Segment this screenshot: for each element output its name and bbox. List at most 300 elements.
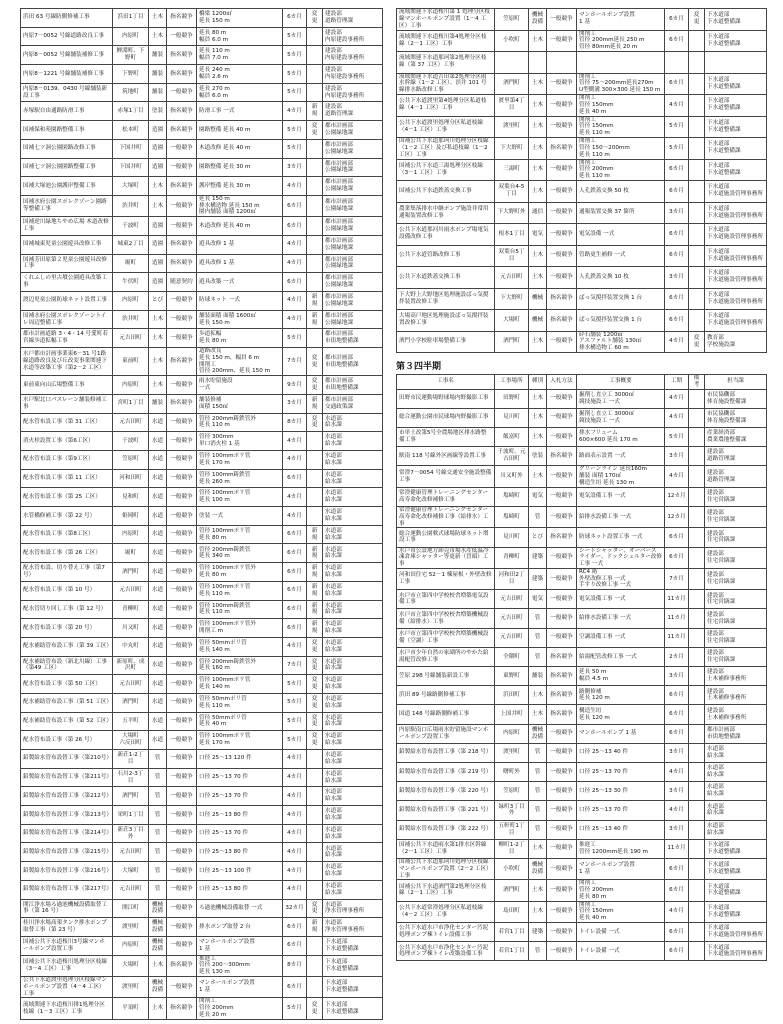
category-cell: 水道 [149, 413, 167, 432]
department-cell: 都市計画部 公園緑地課 [323, 292, 383, 311]
summary-cell: 管径 100mmポリ管 延長 170 m [197, 451, 283, 470]
note-cell [689, 427, 705, 446]
summary-cell: マンホールポンプ設置 1 基 [577, 858, 665, 879]
note-cell [689, 647, 705, 666]
table-row [21, 824, 383, 843]
table-row [21, 976, 383, 997]
work-name-cell: 農業集落排水中継ポンプ施設非常用通報装置改修工事 [397, 202, 495, 224]
work-name-cell: 国補保和苑園路整備工事 [21, 121, 113, 140]
note-cell [307, 843, 323, 862]
summary-cell: 口径 25～13 80 件 [197, 880, 283, 899]
category-cell: 機械 [529, 288, 547, 310]
table-row [21, 65, 383, 84]
table-row [21, 158, 383, 177]
bid-method-cell: 一般競争 [547, 389, 577, 408]
note-cell [689, 901, 705, 922]
category-cell: 水道 [149, 693, 167, 712]
category-cell: 機械設備 [529, 724, 547, 743]
table-row [397, 116, 767, 138]
bid-method-cell: 一般競争 [167, 693, 197, 712]
period-header: 工期 [665, 375, 689, 390]
bid-method-cell: 一般競争 [167, 488, 197, 507]
category-cell: 造園 [149, 235, 167, 254]
period-cell: 4カ月 [283, 488, 307, 507]
category-cell: 舗装 [149, 394, 167, 413]
note-cell [307, 955, 323, 976]
location-cell: 大塚町 [113, 177, 149, 196]
work-name-cell: 国補芳田原第２児童公園遊具改修工事 [21, 254, 113, 273]
note-cell [689, 288, 705, 310]
department-cell: 都市計画部 公園緑地課 [323, 139, 383, 158]
period-cell: 6カ月 [665, 880, 689, 901]
period-cell: 5カ月 [283, 121, 307, 140]
department-cell: 水道部 給水課 [323, 880, 383, 899]
summary-cell: 延長 150 m 排水構造物 延長 150 m 園内舗装 面積 1200㎡ [197, 195, 283, 216]
category-cell: 土木 [529, 30, 547, 52]
category-cell: 土木 [529, 839, 547, 858]
department-cell: 水道部 給水課 [323, 712, 383, 731]
summary-cell: 道路改良 延長 150 m、幅員 6 m 開削工 管径 200mm、延長 150 m [197, 348, 283, 376]
note-cell [307, 177, 323, 196]
location-cell: 酒門町 [113, 693, 149, 712]
category-cell: 土木 [529, 705, 547, 724]
category-cell: 土木 [529, 245, 547, 267]
period-cell: 3カ月 [665, 447, 689, 466]
category-cell: 造園 [149, 217, 167, 236]
location-cell: 松本町 [113, 121, 149, 140]
summary-cell: 口径 25～13 100 件 [197, 862, 283, 881]
work-name-cell: 国補水府公園スポレクゾーン園路等整備工事 [21, 195, 113, 216]
note-cell: 変更 [307, 998, 323, 1019]
work-name-cell: 水戸市少年自然の家副所のやかた給湯配管改修工事 [397, 647, 495, 666]
department-cell: 下水道部 下水道施設管理事務所 [705, 202, 767, 224]
period-cell: 5カ月 [283, 693, 307, 712]
bid-method-cell: 一般競争 [167, 544, 197, 563]
summary-cell: 人孔鉄蓋交換 10 枚 [577, 267, 665, 289]
note-cell [307, 936, 323, 955]
location-cell: 塩崎町 [495, 487, 529, 506]
summary-cell: 木道改修 延長 40 m [197, 217, 283, 236]
bid-method-cell: 一般競争 [547, 116, 577, 138]
location-cell: 元吉田町 [113, 581, 149, 600]
note-cell [689, 942, 705, 961]
summary-cell: 管径 100mmポリ管 延長 100 m [197, 488, 283, 507]
summary-cell: 管径 100mmポリ管外 開削工 m [197, 619, 283, 638]
department-cell: 都市計画部 市街地整備課 [323, 376, 383, 395]
location-cell: 柳町1-2丁目 [495, 839, 529, 858]
bid-method-cell: 一般競争 [547, 331, 577, 353]
summary-cell: 口径 25～13 70 件 [197, 824, 283, 843]
department-cell: 教育部 学校施設課 [705, 331, 767, 353]
table-row [397, 590, 767, 609]
department-cell: 水道部 給水課 [323, 469, 383, 488]
summary-cell: 遊具改修 1 基 [197, 235, 283, 254]
bid-method-cell: 一般競争 [547, 782, 577, 801]
table-row [397, 923, 767, 942]
note-cell [689, 389, 705, 408]
summary-cell: シートシャッター、オーバースライダー、ドックシェルター改修工事 一式 [577, 547, 665, 568]
note-cell [307, 469, 323, 488]
category-cell: 管 [529, 647, 547, 666]
table-row [397, 466, 767, 487]
department-cell: 下水道部 下水道整備課 [323, 998, 383, 1019]
category-cell: 土木 [529, 116, 547, 138]
summary-cell: 口径 25～13 120 件 [197, 750, 283, 769]
period-cell: 6カ月 [283, 563, 307, 582]
department-cell: 下水道部 下水道施設管理事務所 [705, 942, 767, 961]
department-cell: 都市計画部 市街地整備課 [705, 724, 767, 743]
summary-cell [577, 52, 665, 74]
table-row [397, 9, 767, 31]
location-cell: 大場町 [113, 955, 149, 976]
works-table-left [20, 8, 383, 1020]
table-row [21, 955, 383, 976]
table-row [397, 288, 767, 310]
category-cell: 土木 [529, 95, 547, 117]
summary-cell: 電気設備 一式 [577, 224, 665, 246]
category-cell: 管 [529, 628, 547, 647]
note-cell [307, 46, 323, 65]
summary-cell: 遊具改修 1 基 [197, 254, 283, 273]
department-cell: 水道部 給水課 [705, 762, 767, 781]
category-cell [529, 52, 547, 74]
department-cell: 下水道部 下水道整備課 [705, 73, 767, 95]
bid-method-cell: 一般競争 [167, 918, 197, 937]
period-cell: 5カ月 [283, 65, 307, 84]
bid-method-cell: 指名競争 [167, 102, 197, 121]
category-cell: 造園 [149, 254, 167, 273]
bid-method-cell: 一般競争 [167, 675, 197, 694]
period-cell: 6カ月 [283, 918, 307, 937]
bid-method-cell: 一般競争 [547, 267, 577, 289]
location-cell: 宮町1丁目 [113, 394, 149, 413]
location-cell: 渡里第4丁目 [495, 95, 529, 117]
work-name-cell: 国補七ツ洞公園園路改修工事 [21, 139, 113, 158]
location-cell: 五軒町1丁目 [495, 820, 529, 839]
department-cell: 水道部 給水課 [323, 731, 383, 750]
note-cell: 新規 [307, 102, 323, 121]
period-cell: 6カ月 [665, 224, 689, 246]
department-cell: 水道部 給水課 [705, 782, 767, 801]
note-cell [689, 202, 705, 224]
bid-method-header: 入札方法 [547, 375, 577, 390]
summary-cell: 排水フリューム 600×600 延長 170 m [577, 427, 665, 446]
period-cell: 6カ月 [283, 544, 307, 563]
summary-cell: 防球ネット 一式 [197, 292, 283, 311]
summary-cell: RC4 階 外壁改修工事 一式 手すり改修工事 一式 [577, 568, 665, 589]
category-cell: 土木 [149, 310, 167, 329]
department-cell: 建設部 住宅営繕課 [705, 568, 767, 589]
bid-method-cell: 一般競争 [547, 159, 577, 181]
summary-cell: 開削工 管径 200mm 延長 80 m [577, 880, 665, 901]
department-cell: 市民協働部 体育施設整備課 [705, 389, 767, 408]
summary-cell: 護岸整備 延長 30 m [197, 177, 283, 196]
note-cell [307, 254, 323, 273]
location-cell: 笠原町 [113, 451, 149, 470]
summary-cell: 給排水設備工事 一式 [577, 609, 665, 628]
location-cell: 根本1丁目 [495, 224, 529, 246]
note-cell: 変更 [307, 899, 323, 918]
summary-cell: 管径 300mm 単口消火栓 1 基 [197, 432, 283, 451]
department-cell: 水道部 給水課 [323, 413, 383, 432]
work-name-cell: 鉛製給水管布設替工事（第215号） [21, 843, 113, 862]
summary-cell: 推進工 管径 1200mm延長 190 m [577, 839, 665, 858]
period-cell: 6カ月 [665, 942, 689, 961]
table-row [397, 628, 767, 647]
table-row [21, 139, 383, 158]
category-cell: 土木 [529, 427, 547, 446]
bid-method-cell: 一般競争 [167, 806, 197, 825]
note-cell: 変更 [307, 9, 323, 28]
table-row [21, 862, 383, 881]
table-row [397, 267, 767, 289]
department-cell: 下水道部 下水道施設管理事務所 [705, 224, 767, 246]
note-cell: 変更 [689, 9, 705, 31]
table-row [21, 525, 383, 544]
category-cell: 水道 [149, 600, 167, 619]
period-cell: 6カ月 [665, 547, 689, 568]
location-cell: 下大野町 [495, 138, 529, 160]
location-cell: 浜田町 [495, 686, 529, 705]
bid-method-cell: 一般競争 [547, 942, 577, 961]
table-row [397, 647, 767, 666]
work-name-cell: 配水管布設工事（第 31 工区） [21, 413, 113, 432]
period-cell: 12カ月 [665, 506, 689, 527]
period-cell: 11カ月 [665, 628, 689, 647]
department-cell: 下水道部 下水道整備課 [705, 95, 767, 117]
period-cell: 5カ月 [283, 675, 307, 694]
location-cell: 栄町1丁目 [113, 806, 149, 825]
category-cell: 水道 [149, 581, 167, 600]
work-name-cell: 配水管布設工事（第8工区） [21, 525, 113, 544]
summary-cell: ばっ気撹拌装置交換 1 台 [577, 288, 665, 310]
work-name-cell: 鉛製給水管布設替工事（第 218 号） [397, 743, 495, 762]
bid-method-cell: 一般競争 [547, 609, 577, 628]
period-cell: 6カ月 [665, 9, 689, 31]
period-cell: 6カ月 [283, 600, 307, 619]
department-cell: 水道部 給水課 [323, 750, 383, 769]
note-cell [307, 824, 323, 843]
bid-method-cell: 一般競争 [167, 139, 197, 158]
summary-cell: 防球ネット設置工事 一式 [577, 528, 665, 547]
work-name-cell: 消火栓設置工事（第6工区） [21, 432, 113, 451]
work-name-cell: 配水管布設工事（第 10 号） [21, 581, 113, 600]
work-name-cell: 鉛製給水管布設替工事（第217号） [21, 880, 113, 899]
category-cell: 管 [529, 762, 547, 781]
left-table-body [21, 9, 383, 1020]
work-name-cell: 国補逆川緑地ちやめ広場 木道改修工事 [21, 217, 113, 236]
summary-cell: 開削工 管径 75～200mm延長270m U型側溝 300×300 延長 150 m [577, 73, 665, 95]
work-name-cell: 配水管布設工事（第9工区） [21, 451, 113, 470]
category-header: 種別 [529, 375, 547, 390]
category-cell: 管 [529, 743, 547, 762]
table-row [397, 528, 767, 547]
work-name-cell: 鉛製給水管布設替工事（第213号） [21, 806, 113, 825]
category-cell: 土木 [149, 329, 167, 348]
category-cell: 水道 [149, 712, 167, 731]
bid-method-cell: 一般競争 [167, 376, 197, 395]
department-cell: 水道部 給水課 [323, 675, 383, 694]
note-cell: 変更 [307, 712, 323, 731]
category-cell: 機械設備 [149, 936, 167, 955]
table-row [21, 292, 383, 311]
location-cell: 酒門町 [495, 331, 529, 353]
summary-cell: 掘削し直立工 3000㎡ 競技施設工 一式 [577, 389, 665, 408]
table-row [397, 310, 767, 332]
location-cell: 堀町 [113, 254, 149, 273]
period-cell: 11カ月 [665, 609, 689, 628]
work-name-cell: 国補公共下水道鉄蓋交換工事 [397, 181, 495, 203]
category-cell: 管 [149, 880, 167, 899]
summary-cell: 延長 240 m 幅員 2.6 m [197, 65, 283, 84]
bid-method-cell: 一般競争 [167, 731, 197, 750]
work-name-cell: 国補公共下水道那珂川処理分区枝線（1－2 工区）及び私道枝線（1－2 工区）工事 [397, 138, 495, 160]
table-row [397, 245, 767, 267]
note-cell: 新規 [307, 310, 323, 329]
period-cell: 6カ月 [283, 581, 307, 600]
summary-cell: 口径 25～13 70 件 [577, 762, 665, 781]
period-cell: 32カ月 [283, 899, 307, 918]
department-cell: 下水道部 下水道施設管理事務所 [705, 181, 767, 203]
work-name-cell: 水戸市立第四中学校校舎増築電気設備工事 [397, 590, 495, 609]
location-header: 工事場所 [495, 375, 529, 390]
work-name-cell: 鉛製給水管布設替工事（第 221 号） [397, 801, 495, 820]
department-cell: 下水道部 下水道整備課 [705, 138, 767, 160]
summary-cell: 管径 200mm鋳鉄管外 延長 110 m [197, 413, 283, 432]
bid-method-cell: 一般競争 [167, 768, 197, 787]
bid-method-cell: 一般競争 [167, 581, 197, 600]
note-cell [307, 507, 323, 526]
work-name-cell: 配水補助管布設（新北川線）工事（第49 工区） [21, 656, 113, 675]
category-cell: 管 [149, 806, 167, 825]
table-row [397, 839, 767, 858]
work-name-cell: 酒門小学校駐車場整備工事 [397, 331, 495, 353]
category-cell: 水道 [149, 637, 167, 656]
bid-method-cell: 一般競争 [167, 310, 197, 329]
category-cell: 管 [529, 820, 547, 839]
work-name-cell: 浜田 89 号線路側修補工事 [397, 686, 495, 705]
work-name-cell: 国補公共下水道雨水第1排水区幹線（2－1 工区）工事 [397, 839, 495, 858]
note-cell [689, 880, 705, 901]
period-cell: 8カ月 [283, 413, 307, 432]
location-cell: 鯉淵町、下野町 [113, 46, 149, 65]
department-cell: 下水道部 下水道施設管理事務所 [705, 310, 767, 332]
category-cell: 管 [149, 787, 167, 806]
department-cell: 建設部 住宅営繕課 [705, 590, 767, 609]
period-cell: 4カ月 [283, 843, 307, 862]
bid-method-cell: 指名競争 [547, 138, 577, 160]
department-cell: 水道部 給水課 [323, 824, 383, 843]
period-cell: 5カ月 [283, 139, 307, 158]
table-row [21, 899, 383, 918]
summary-cell: グリーンライン 延長160m 舗装 面積 170㎡ 構造生垣 延長 130 m [577, 466, 665, 487]
department-cell: 下水道部 下水道整備課 [705, 159, 767, 181]
location-cell: 渡里町 [495, 743, 529, 762]
period-cell: 6カ月 [283, 273, 307, 292]
period-cell: 4カ月 [283, 507, 307, 526]
department-cell: 水道部 給水課 [323, 581, 383, 600]
bid-method-cell: 一般競争 [547, 408, 577, 427]
table-row [397, 782, 767, 801]
category-cell: 土木 [149, 376, 167, 395]
department-cell: 都市計画部 交通政策課 [323, 394, 383, 413]
table-row [397, 30, 767, 52]
summary-cell: 開削工 管径 200mm 延長 110 m [577, 159, 665, 181]
summary-cell: 延長 80 m 幅員 6.0 m [197, 27, 283, 46]
category-cell: 機械設備 [149, 918, 167, 937]
location-cell: 双葉台5丁目 [495, 245, 529, 267]
note-cell [689, 181, 705, 203]
category-cell: 土木 [529, 73, 547, 95]
period-cell: 6カ月 [665, 923, 689, 942]
location-cell: 酒門町 [113, 563, 149, 582]
note-cell [689, 487, 705, 506]
department-cell: 都市計画部 市街地整備課 [323, 348, 383, 376]
location-cell: 大場町 六反田町 [113, 731, 149, 750]
category-cell: 管 [149, 750, 167, 769]
table-row [21, 376, 383, 395]
category-cell: 塗装 [149, 102, 167, 121]
location-cell: 塩崎町 [495, 506, 529, 527]
category-cell: 管 [529, 801, 547, 820]
bid-method-cell: 一般競争 [167, 292, 197, 311]
summary-cell: 木道改修 延長 40 m [197, 139, 283, 158]
category-cell: 水道 [149, 619, 167, 638]
period-cell: 6カ月 [665, 705, 689, 724]
table-row [21, 432, 383, 451]
bid-method-cell: 指名競争 [547, 686, 577, 705]
bid-method-cell: 一般競争 [167, 787, 197, 806]
department-cell: 水道部 給水課 [705, 743, 767, 762]
note-cell [689, 547, 705, 568]
period-cell: 5カ月 [283, 712, 307, 731]
period-cell: 4カ月 [665, 901, 689, 922]
location-cell: 曙町外 [495, 762, 529, 781]
summary-cell: トイレ設備 一式 [577, 923, 665, 942]
period-cell: 4カ月 [283, 451, 307, 470]
bid-method-cell: 指名競争 [167, 9, 197, 28]
work-name-cell: 配水補助管布設工事（第 39 工区） [21, 637, 113, 656]
department-cell: 建設部 住宅営繕課 [705, 609, 767, 628]
period-cell: 6カ月 [283, 195, 307, 216]
location-cell: 河和田町 [113, 469, 149, 488]
note-cell [689, 528, 705, 547]
table-row [397, 506, 767, 527]
period-cell: 4カ月 [283, 637, 307, 656]
bid-method-cell: 指名競争 [167, 394, 197, 413]
department-cell: 都市計画部 公園緑地課 [323, 217, 383, 236]
note-cell [689, 743, 705, 762]
location-cell: 元吉田町 [113, 413, 149, 432]
summary-cell: 管径 200mm鋳鉄管 延長 340 m [197, 544, 283, 563]
summary-cell: 空調設備工事 一式 [577, 628, 665, 647]
bid-method-cell: 指名競争 [167, 235, 197, 254]
category-cell: 管 [149, 768, 167, 787]
note-cell: 新規 [307, 292, 323, 311]
department-cell: 水道部 給水課 [323, 600, 383, 619]
period-cell: 12カ月 [665, 487, 689, 506]
work-name-cell: 常澄健康管理トレーニングセンター高寿命化改修補修工事（給排水）工事 [397, 506, 495, 527]
table-row [21, 217, 383, 236]
department-cell: 下水道部 下水道整備課 [323, 936, 383, 955]
work-name-cell: 赤塚駅自由通路防滑工事 [21, 102, 113, 121]
bid-method-cell: 一般競争 [547, 547, 577, 568]
period-cell: 6カ月 [283, 9, 307, 28]
summary-cell: 路側修補 延長 120 m [577, 686, 665, 705]
department-cell: 建設部 道路管理課 [323, 9, 383, 28]
bid-method-cell: 一般競争 [547, 590, 577, 609]
work-name-cell: 総合運動公園市民球場内野撮影工事 [397, 408, 495, 427]
